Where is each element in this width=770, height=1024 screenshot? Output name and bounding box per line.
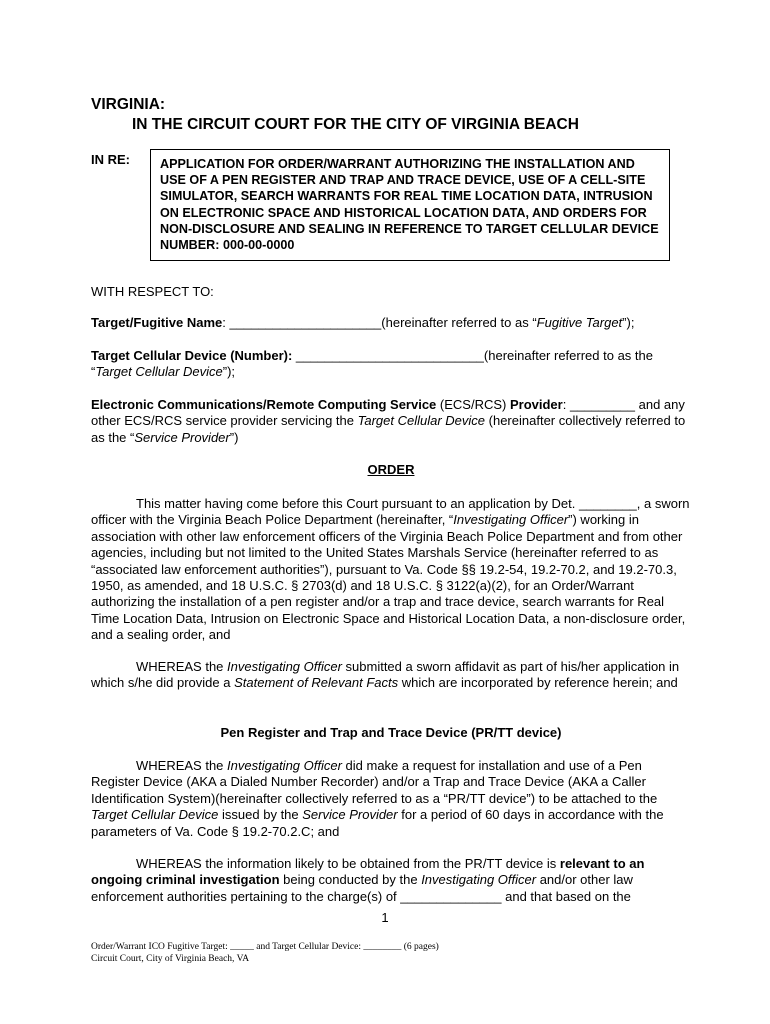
court-heading: IN THE CIRCUIT COURT FOR THE CITY OF VIRGINIA BEACH xyxy=(132,116,579,133)
p3-text-2: did make a request for installation and use of a Pen Register Device (AKA a Dialed Number Recorder) and/or a Trap and Trace Device (AKA a Caller Identification System)(hereinafter collectively referred to as a “PR/TT device”) to be attached to the xyxy=(91,758,658,806)
p4-text: WHEREAS the information likely to be obtained from the PR/TT device is xyxy=(136,856,560,871)
with-respect-heading: WITH RESPECT TO: xyxy=(91,284,214,299)
target-name-blank: : _____________________ xyxy=(222,315,382,330)
p3-text-4: for a period of 60 days in accordance with the parameters of Va. Code § 19.2-70.2.C; and xyxy=(91,807,664,839)
ecs-text-end: ”) xyxy=(229,429,239,445)
order-heading: ORDER xyxy=(367,462,415,477)
state-heading: VIRGINIA: xyxy=(91,96,166,113)
ecs-abbrev: (ECS/RCS) xyxy=(436,397,510,412)
provider-label: Provider xyxy=(509,397,563,412)
provider-blank: : _________ xyxy=(562,397,636,412)
device-ref-term: Target Cellular Device xyxy=(95,364,223,380)
footer xyxy=(91,941,691,965)
p3-text: WHEREAS the xyxy=(136,758,228,773)
application-title: APPLICATION FOR ORDER/WARRANT AUTHORIZING THE INSTALLATION AND USE OF A PEN REGISTER AND TRAP AND TRACE DEVICE, USE OF A CELL-SITE SIMULATOR, SEARCH WARRANTS FOR REAL TIME LOCATION DATA, INTRUSION ON ELECTRONIC SPACE AND HISTORICAL LOCATION DATA, AND ORDERS FOR NON-DISCLOSURE AND SEALING IN REFERENCE TO TARGET CELLULAR DEVICE NUMBER: 000-00-0000 xyxy=(160,157,659,253)
p1-text: This matter having come before this Court pursuant to an application by Det. ________, a sworn officer with the Virginia Beach Police Department (hereinafter, “ xyxy=(91,496,690,528)
p2-text-3: which are incorporated by reference herein; and xyxy=(398,675,678,691)
order-paragraph-2 xyxy=(91,659,691,692)
order-paragraph-4 xyxy=(91,856,691,905)
target-name-label: Target/Fugitive Name xyxy=(91,315,223,330)
order-paragraph-1 xyxy=(91,496,691,644)
target-ref-end: ”); xyxy=(622,315,635,330)
target-name-paragraph xyxy=(91,315,691,331)
in-re-label: IN RE: xyxy=(91,152,130,167)
pr-tt-subheading: Pen Register and Trap and Trace Device (PR/TT device) xyxy=(220,725,562,740)
ecs-text-2: (hereinafter collectively referred to as the “ xyxy=(91,413,686,445)
p2-term-2: Statement of Relevant Facts xyxy=(234,675,399,691)
p1-term: Investigating Officer xyxy=(453,512,569,528)
page-number: 1 xyxy=(381,910,389,925)
service-provider-paragraph xyxy=(91,397,691,446)
ecs-term: Target Cellular Device xyxy=(357,413,486,429)
p2-term: Investigating Officer xyxy=(227,659,342,674)
target-device-paragraph xyxy=(91,348,691,381)
p2-text-2: submitted a sworn affidavit as part of his/her application in which s/he did provide a xyxy=(91,659,680,691)
p4-text-2: being conducted by the xyxy=(279,872,422,888)
target-device-blank: __________________________ xyxy=(292,348,484,363)
p4-term: Investigating Officer xyxy=(421,872,537,888)
ecs-label: Electronic Communications/Remote Computing Service xyxy=(91,397,437,412)
ecs-text: and any other ECS/RCS service provider servicing the xyxy=(91,397,685,429)
order-paragraph-3 xyxy=(91,758,691,840)
p2-text: WHEREAS the xyxy=(136,659,228,674)
device-ref-text: (hereinafter referred to as the “ xyxy=(91,348,653,380)
p1-text-2: ”) working in association with other law enforcement officers of the Virginia Beach Police Department and from other agencies, including but not limited to the United States Marshals Service (hereinafter referred to as “associated law enforcement authorities”), pursuant to Va. Code §§ 19.2-54, 19.2-70.2, and 19.2-70.3, 1950, as amended, and 18 U.S.C. § 2703(d) and 18 U.S.C. § 3122(a)(2), for an Order/Warrant authorizing the installation of a pen register and/or a trap and trace device, search warrants for Real Time Location Data, Intrusion on Electronic Space and Historical Location Data, a non-disclosure order, and a sealing order, and xyxy=(91,512,686,643)
device-ref-end: ”); xyxy=(222,364,236,380)
p4-emphasis: relevant to an ongoing criminal investigation xyxy=(91,856,645,888)
footer-line-2: Circuit Court, City of Virginia Beach, VA xyxy=(91,954,250,964)
p3-term-2: Target Cellular Device xyxy=(91,807,219,823)
target-device-label: Target Cellular Device (Number): xyxy=(91,348,293,363)
p4-text-3: and/or other law enforcement authorities pertaining to the charge(s) of ______________ and that based on the xyxy=(91,872,633,904)
footer-line-1: Order/Warrant ICO Fugitive Target: _____ and Target Cellular Device: ________ (6 pages) xyxy=(91,942,439,952)
p3-term-3: Service Provider xyxy=(302,807,398,823)
p3-term: Investigating Officer xyxy=(227,758,342,773)
p3-text-3: issued by the xyxy=(218,807,303,823)
ecs-term-2: Service Provider xyxy=(134,429,230,445)
target-ref-term: Fugitive Target xyxy=(536,315,623,330)
target-ref-text: (hereinafter referred to as “ xyxy=(381,315,537,330)
application-title-box xyxy=(150,149,670,261)
